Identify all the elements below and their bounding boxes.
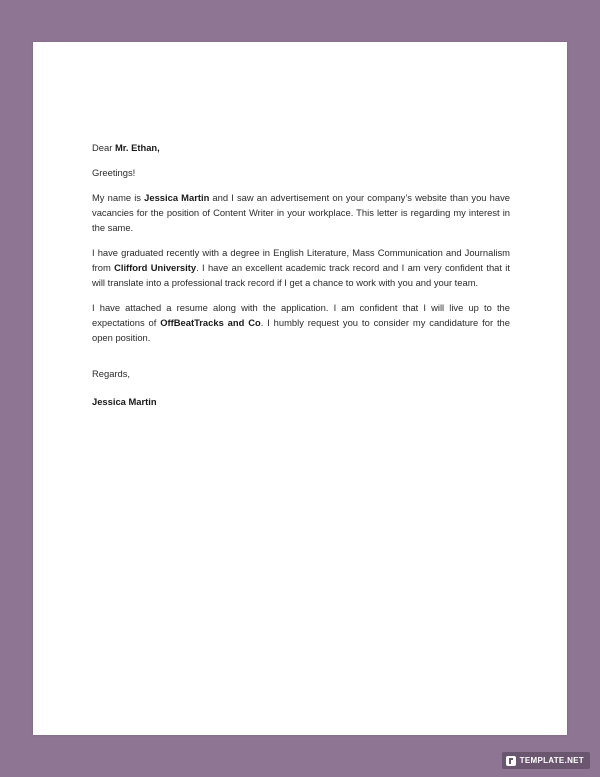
watermark-badge[interactable] (502, 752, 590, 769)
watermark-label: TEMPLATE.NET (519, 756, 584, 765)
letter-body (92, 140, 510, 419)
template-net-logo-icon (506, 756, 516, 766)
applicant-name: Jessica Martin (144, 192, 210, 203)
closing-line: Regards, (92, 368, 131, 379)
company-name: OffBeatTracks and Co (160, 317, 261, 328)
salutation: Dear Mr. Ethan, (92, 142, 160, 153)
university-name: Clifford University (114, 262, 197, 273)
recipient-name: Mr. Ethan, (114, 142, 160, 153)
greeting: Greetings! (92, 167, 136, 178)
paragraph-closing: I have attached a resume along with the application. I am confident that I will live up to the expectations of OffBeatTracks and Co. I humbly request you to consider my candidature for the open position. (92, 302, 510, 343)
paragraph-intro: My name is Jessica Martin and I saw an advertisement on your company’s website than you have vacancies for the position of Content Writer in your workplace. This letter is regarding my interest in the same. (92, 192, 510, 233)
signature: Jessica Martin (92, 396, 157, 407)
letter-page (33, 42, 567, 735)
paragraph-education: I have graduated recently with a degree in English Literature, Mass Communication and Journalism from Clifford University. I have an excellent academic track record and I am very confident that it will translate into a professional track record if I get a chance to work with you and your team. (92, 247, 510, 288)
